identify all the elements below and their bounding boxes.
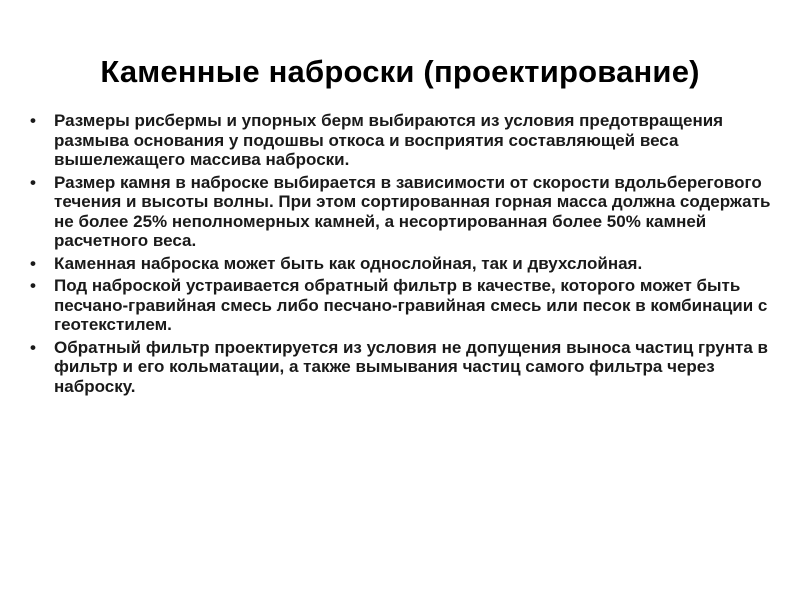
bullet-dot-icon: • — [30, 111, 36, 130]
slide-title: Каменные наброски (проектирование) — [100, 54, 700, 89]
bullet-text: Каменная наброска может быть как однослойная, так и двухслойная. — [54, 253, 643, 273]
bullet-list — [28, 111, 778, 399]
bullet-dot-icon: • — [30, 172, 36, 192]
bullet-item-5 — [28, 338, 778, 397]
bullet-text: Обратный фильтр проектируется из условия не допущения выноса частиц грунта в фильтр и его кольматации, а также вымывания частиц самого фильтра через наброску. — [54, 337, 768, 396]
bullet-text: Размер камня в наброске выбирается в зависимости от скорости вдольберегового течения и высоты волны. При этом сортированная горная масса должна содержать не более 25% неполномерных камней, а несортированная более 50% камней расчетного веса. — [54, 172, 771, 250]
bullet-item-4 — [28, 276, 778, 335]
bullet-text: Под наброской устраивается обратный фильтр в качестве, которого может быть песчано-гравийная смесь либо песчано-гравийная смесь или песок в комбинации с геотекстилем. — [54, 276, 768, 334]
bullet-dot-icon: • — [30, 253, 36, 273]
bullet-text: Размеры рисбермы и упорных берм выбираются из условия предотвращения размыва основания у подошвы откоса и восприятия составляющей веса вышележащего массива наброски. — [54, 111, 724, 169]
bullet-dot-icon: • — [30, 276, 36, 295]
bullet-item-1 — [28, 111, 778, 170]
bullet-dot-icon: • — [30, 337, 36, 357]
bullet-item-3 — [28, 254, 778, 274]
bullet-item-2 — [28, 173, 778, 251]
